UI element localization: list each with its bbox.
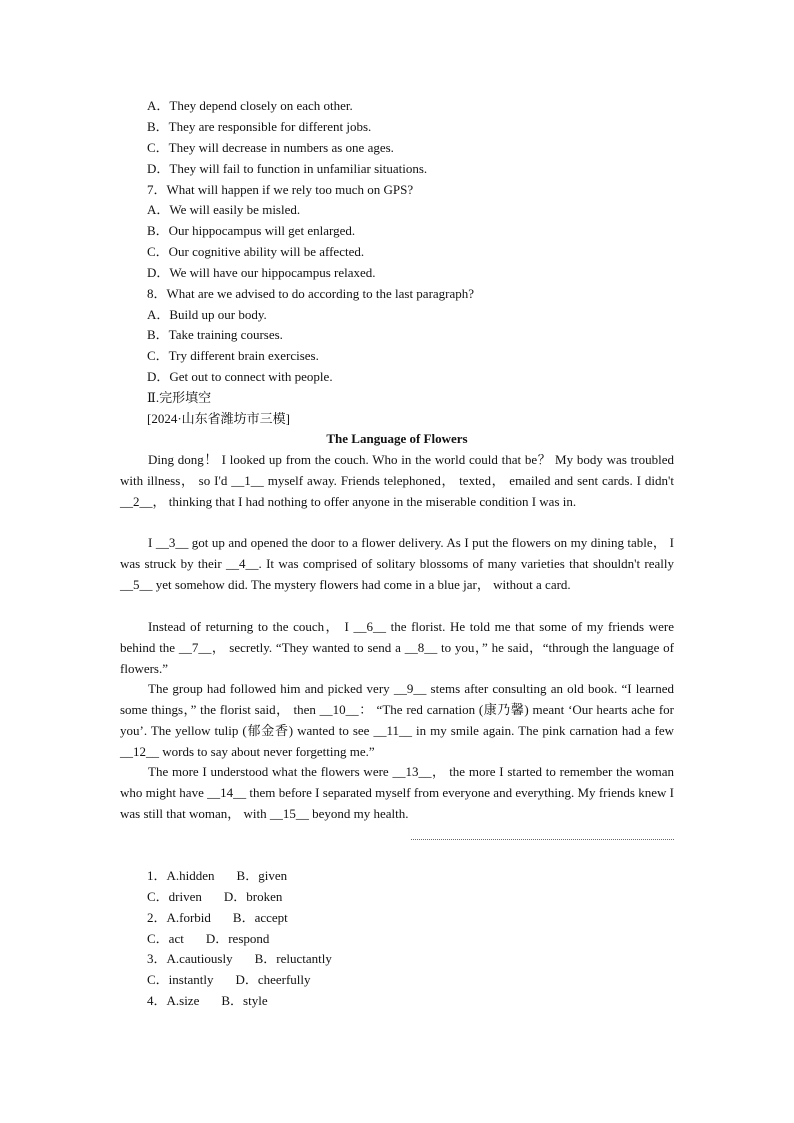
- q7-question: 7．What will happen if we rely too much on GPS?: [147, 182, 414, 197]
- passage-paragraph-1: Ding dong！ I looked up from the couch. Who in the world could that be？ My body was troubled with illness， so I'd __1__ myself away. Friends telephoned， texted， emailed and sent cards. I didn't __2__， thinking that I had nothing to offer anyone in the miserable condition I was in.: [120, 452, 674, 509]
- answer-option: B．style: [221, 993, 268, 1008]
- q7-option-d: D．We will have our hippocampus relaxed.: [147, 265, 376, 280]
- answer-option: D．broken: [223, 889, 283, 904]
- answer-row: [147, 991, 268, 1012]
- answer-row: [147, 908, 288, 929]
- answer-option: B．reluctantly: [254, 951, 332, 966]
- answer-option: 1．A.hidden: [147, 868, 215, 883]
- q6-option-d: D．They will fail to function in unfamiliar situations.: [147, 161, 428, 176]
- q6-option-c: C．They will decrease in numbers as one ages.: [147, 140, 394, 155]
- passage-paragraph-4: The group had followed him and picked very __9__ stems after consulting an old book. “I learned some things，” the florist said， then __10__： “The red carnation (康乃馨) meant ‘Our hearts ache for you’. The yellow tulip (郁金香) wanted to see __11__ in my smile again. The pink carnation had a few __12__ words to say about never forgetting me.”: [120, 681, 674, 759]
- q7-option-a: A．We will easily be misled.: [147, 202, 301, 217]
- answer-option: B．given: [236, 868, 288, 883]
- passage-paragraph-5: The more I understood what the flowers were __13__， the more I started to remember the woman who might have __14__ them before I separated myself from everyone and everything. My friends knew I was still that woman， with __15__ beyond my health.: [120, 764, 674, 821]
- q7-option-c: C．Our cognitive ability will be affected.: [147, 244, 365, 259]
- passage-paragraph-3: Instead of returning to the couch， I __6__ the florist. He told me that some of my friends were behind the __7__， secretly. “They wanted to send a __8__ to you，” he said，“through the language of flowers.”: [120, 619, 674, 676]
- q8-option-c: C．Try different brain exercises.: [147, 348, 319, 363]
- answer-row: [147, 866, 287, 887]
- q8-option-b: B．Take training courses.: [147, 327, 283, 342]
- answer-option: D．respond: [205, 931, 270, 946]
- answer-option: D．cheerfully: [235, 972, 311, 987]
- dotted-divider: [411, 839, 674, 840]
- answer-row: [147, 887, 282, 908]
- passage-paragraph-2: I __3__ got up and opened the door to a flower delivery. As I put the flowers on my dining table， I was struck by their __4__. It was comprised of solitary blossoms of many varieties that shouldn't really __5__ yet somehow did. The mystery flowers had come in a blue jar， without a card.: [120, 535, 674, 592]
- q8-option-d: D．Get out to connect with people.: [147, 369, 333, 384]
- source-label: [2024·山东省潍坊市三模]: [147, 411, 290, 426]
- answer-option: 3．A.cautiously: [147, 951, 233, 966]
- answer-row: [147, 929, 269, 950]
- answer-option: C．act: [147, 931, 184, 946]
- q8-question: 8．What are we advised to do according to the last paragraph?: [147, 286, 475, 301]
- answer-row: [147, 949, 332, 970]
- q6-option-a: A．They depend closely on each other.: [147, 98, 353, 113]
- answer-option: B．accept: [232, 910, 288, 925]
- q6-option-b: B．They are responsible for different jobs.: [147, 119, 372, 134]
- q8-option-a: A．Build up our body.: [147, 307, 267, 322]
- answer-option: 2．A.forbid: [147, 910, 211, 925]
- answer-option: C．driven: [147, 889, 202, 904]
- answer-option: 4．A.size: [147, 993, 200, 1008]
- section-heading: Ⅱ.完形填空: [147, 390, 212, 405]
- answer-row: [147, 970, 311, 991]
- answer-option: C．instantly: [147, 972, 214, 987]
- passage-title: The Language of Flowers: [326, 431, 468, 446]
- q7-option-b: B．Our hippocampus will get enlarged.: [147, 223, 356, 238]
